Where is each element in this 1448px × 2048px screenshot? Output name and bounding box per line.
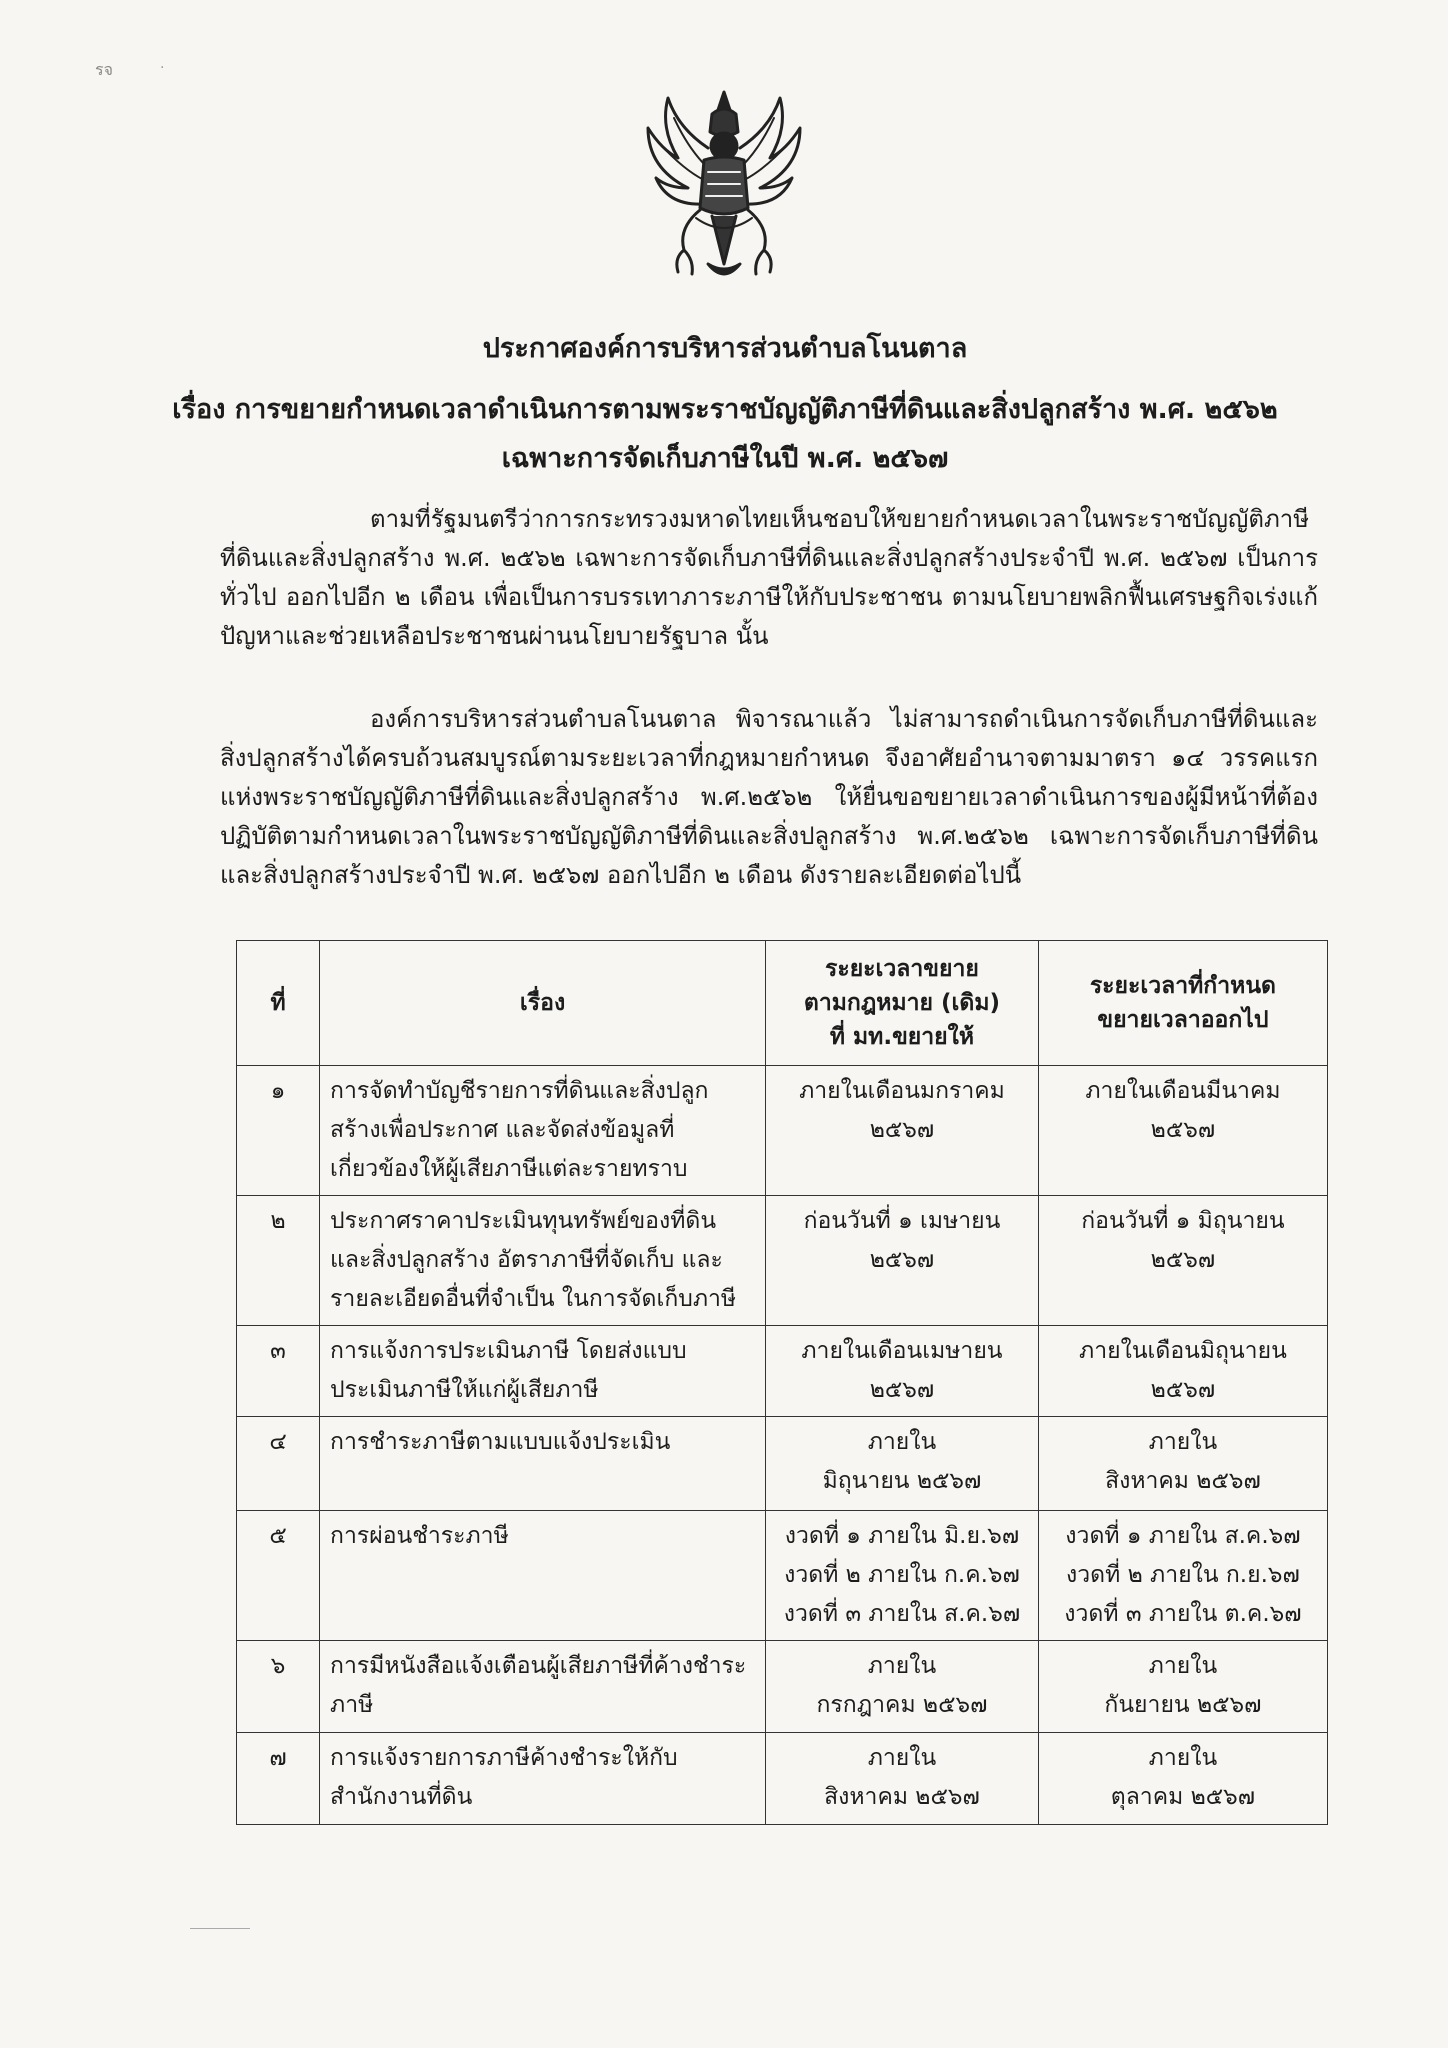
footer-divider <box>190 1928 250 1929</box>
table-row <box>237 1417 1328 1511</box>
row-previous-deadline <box>766 1641 1039 1733</box>
row-number: ๓ <box>237 1326 320 1417</box>
header-no: ที่ <box>237 941 320 1066</box>
deadline-line: ภายในเดือนมีนาคม <box>1085 1078 1281 1104</box>
announcement-subject: เรื่อง การขยายกำหนดเวลาดำเนินการตามพระราชบัญญัติภาษีที่ดินและสิ่งปลูกสร้าง พ.ศ. ๒๕๖๒ <box>172 394 1278 425</box>
header-previous-line1: ระยะเวลาขยาย <box>824 956 979 982</box>
deadline-line: งวดที่ ๒ ภายใน ก.ค.๖๗ <box>784 1562 1020 1588</box>
header-new-deadline <box>1038 941 1327 1066</box>
row-number: ๒ <box>237 1196 320 1326</box>
header-previous-line2: ตามกฎหมาย (เดิม) <box>803 990 1000 1016</box>
deadline-line: ภายใน <box>1148 1653 1218 1679</box>
row-number: ๖ <box>237 1641 320 1733</box>
row-previous-deadline <box>766 1733 1039 1825</box>
header-new-line1: ระยะเวลาที่กำหนด <box>1089 973 1276 999</box>
announcement-title: ประกาศองค์การบริหารส่วนตำบลโนนตาล <box>482 333 968 364</box>
row-number: ๔ <box>237 1417 320 1511</box>
deadline-line: ภายใน <box>1148 1429 1218 1455</box>
deadline-line: ๒๕๖๗ <box>1150 1247 1216 1273</box>
deadline-line: ๒๕๖๗ <box>1150 1377 1216 1403</box>
deadline-line: ๒๕๖๗ <box>1150 1117 1216 1143</box>
deadline-line: ภายใน <box>867 1653 937 1679</box>
table-row <box>237 1066 1328 1196</box>
row-previous-deadline <box>766 1066 1039 1196</box>
row-new-deadline <box>1038 1066 1327 1196</box>
garuda-emblem-icon <box>638 88 810 286</box>
row-subject: การชำระภาษีตามแบบแจ้งประเมิน <box>320 1417 766 1511</box>
deadline-line: ภายในเดือนมกราคม <box>799 1078 1005 1104</box>
row-previous-deadline <box>766 1326 1039 1417</box>
row-previous-deadline <box>766 1196 1039 1326</box>
deadline-line: ภายใน <box>867 1745 937 1771</box>
deadline-line: กรกฎาคม ๒๕๖๗ <box>816 1692 988 1718</box>
row-number: ๑ <box>237 1066 320 1196</box>
deadline-line: ก่อนวันที่ ๑ เมษายน <box>803 1208 1001 1234</box>
deadline-line: สิงหาคม ๒๕๖๗ <box>1105 1468 1261 1494</box>
deadline-line: ๒๕๖๗ <box>869 1247 935 1273</box>
table-row <box>237 1326 1328 1417</box>
scan-dot-mark: · <box>160 60 165 76</box>
table-row <box>237 1511 1328 1641</box>
deadline-line: กันยายน ๒๕๖๗ <box>1104 1692 1262 1718</box>
deadline-line: งวดที่ ๒ ภายใน ก.ย.๖๗ <box>1066 1562 1300 1588</box>
table-header-row <box>237 941 1328 1066</box>
deadline-line: ก่อนวันที่ ๑ มิถุนายน <box>1081 1208 1285 1234</box>
header-new-line2: ขยายเวลาออกไป <box>1097 1007 1269 1033</box>
row-previous-deadline <box>766 1417 1039 1511</box>
deadline-line: ๒๕๖๗ <box>869 1377 935 1403</box>
row-subject: การแจ้งรายการภาษีค้างชำระให้กับสำนักงานที่ดิน <box>320 1733 766 1825</box>
row-new-deadline <box>1038 1511 1327 1641</box>
paragraph-1 <box>220 500 1318 656</box>
deadline-line: ภายใน <box>1148 1745 1218 1771</box>
row-subject: การผ่อนชำระภาษี <box>320 1511 766 1641</box>
row-new-deadline <box>1038 1326 1327 1417</box>
deadline-line: ตุลาคม ๒๕๖๗ <box>1110 1784 1256 1810</box>
deadline-line: งวดที่ ๓ ภายใน ต.ค.๖๗ <box>1064 1601 1302 1627</box>
row-number: ๕ <box>237 1511 320 1641</box>
row-subject: การมีหนังสือแจ้งเตือนผู้เสียภาษีที่ค้างชำระภาษี <box>320 1641 766 1733</box>
row-new-deadline <box>1038 1417 1327 1511</box>
row-new-deadline <box>1038 1733 1327 1825</box>
row-subject: ประกาศราคาประเมินทุนทรัพย์ของที่ดินและสิ่งปลูกสร้าง อัตราภาษีที่จัดเก็บ และรายละเอียดอื่นที่จำเป็น ในการจัดเก็บภาษี <box>320 1196 766 1326</box>
table-row <box>237 1196 1328 1326</box>
header-previous-deadline <box>766 941 1039 1066</box>
extension-schedule-table <box>236 940 1328 1825</box>
deadline-line: ๒๕๖๗ <box>869 1117 935 1143</box>
header-subject: เรื่อง <box>320 941 766 1066</box>
row-subject: การแจ้งการประเมินภาษี โดยส่งแบบประเมินภาษีให้แก่ผู้เสียภาษี <box>320 1326 766 1417</box>
deadline-line: ภายในเดือนเมษายน <box>801 1338 1003 1364</box>
paragraph-1-text: ตามที่รัฐมนตรีว่าการกระทรวงมหาดไทยเห็นชอบให้ขยายกำหนดเวลาในพระราชบัญญัติภาษีที่ดินและสิ่งปลูกสร้าง พ.ศ. ๒๕๖๒ เฉพาะการจัดเก็บภาษีที่ดินและสิ่งปลูกสร้างประจำปี พ.ศ. ๒๕๖๗ เป็นการทั่วไป ออกไปอีก ๒ เดือน เพื่อเป็นการบรรเทาภาระภาษีให้กับประชาชน ตามนโยบายพลิกฟื้นเศรษฐกิจเร่งแก้ปัญหาและช่วยเหลือประชาชนผ่านนโยบายรัฐบาล นั้น <box>220 505 1318 650</box>
deadline-line: มิถุนายน ๒๕๖๗ <box>822 1468 982 1494</box>
row-previous-deadline <box>766 1511 1039 1641</box>
deadline-line: งวดที่ ๑ ภายใน ส.ค.๖๗ <box>1065 1523 1301 1549</box>
table-row <box>237 1733 1328 1825</box>
row-subject: การจัดทำบัญชีรายการที่ดินและสิ่งปลูกสร้างเพื่อประกาศ และจัดส่งข้อมูลที่เกี่ยวข้องให้ผู้เสียภาษีแต่ละรายทราบ <box>320 1066 766 1196</box>
table-row <box>237 1641 1328 1733</box>
deadline-line: ภายในเดือนมิถุนายน <box>1079 1338 1287 1364</box>
announcement-subject-line2: เฉพาะการจัดเก็บภาษีในปี พ.ศ. ๒๕๖๗ <box>501 443 949 474</box>
deadline-line: งวดที่ ๓ ภายใน ส.ค.๖๗ <box>783 1601 1021 1627</box>
deadline-line: สิงหาคม ๒๕๖๗ <box>824 1784 980 1810</box>
row-new-deadline <box>1038 1641 1327 1733</box>
row-number: ๗ <box>237 1733 320 1825</box>
header-previous-line3: ที่ มท.ขยายให้ <box>829 1024 975 1050</box>
paragraph-2 <box>220 700 1318 895</box>
row-new-deadline <box>1038 1196 1327 1326</box>
scan-corner-mark: รจ <box>95 60 113 79</box>
deadline-line: ภายใน <box>867 1429 937 1455</box>
paragraph-2-text: องค์การบริหารส่วนตำบลโนนตาล พิจารณาแล้ว ไม่สามารถดำเนินการจัดเก็บภาษีที่ดินและสิ่งปลูกสร้างได้ครบถ้วนสมบูรณ์ตามระยะเวลาที่กฎหมายกำหนด จึงอาศัยอำนาจตามมาตรา ๑๔ วรรคแรกแห่งพระราชบัญญัติภาษีที่ดินและสิ่งปลูกสร้าง พ.ศ.๒๕๖๒ ให้ยื่นขอขยายเวลาดำเนินการของผู้มีหน้าที่ต้องปฏิบัติตามกำหนดเวลาในพระราชบัญญัติภาษีที่ดินและสิ่งปลูกสร้าง พ.ศ.๒๕๖๒ เฉพาะการจัดเก็บภาษีที่ดินและสิ่งปลูกสร้างประจำปี พ.ศ. ๒๕๖๗ ออกไปอีก ๒ เดือน ดังรายละเอียดต่อไปนี้ <box>220 705 1318 889</box>
deadline-line: งวดที่ ๑ ภายใน มิ.ย.๖๗ <box>784 1523 1020 1549</box>
